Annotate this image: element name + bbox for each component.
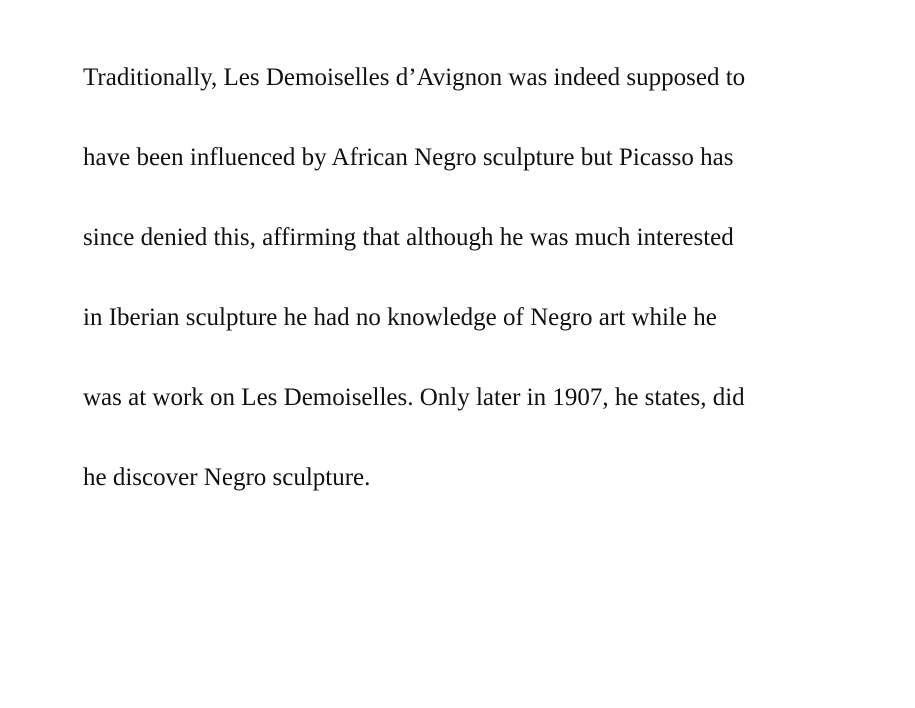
paragraph-line: since denied this, affirming that although he was much interested [83, 224, 734, 251]
paragraph-line: have been influenced by African Negro sculpture but Picasso has [83, 144, 734, 171]
paragraph-line: in Iberian sculpture he had no knowledge of Negro art while he [83, 304, 717, 331]
paragraph-line: Traditionally, Les Demoiselles d’Avignon was indeed supposed to [83, 64, 746, 91]
paragraph-line: was at work on Les Demoiselles. Only later in 1907, he states, did [83, 384, 745, 411]
paragraph-line: he discover Negro sculpture. [83, 464, 371, 491]
body-paragraph [83, 58, 883, 538]
